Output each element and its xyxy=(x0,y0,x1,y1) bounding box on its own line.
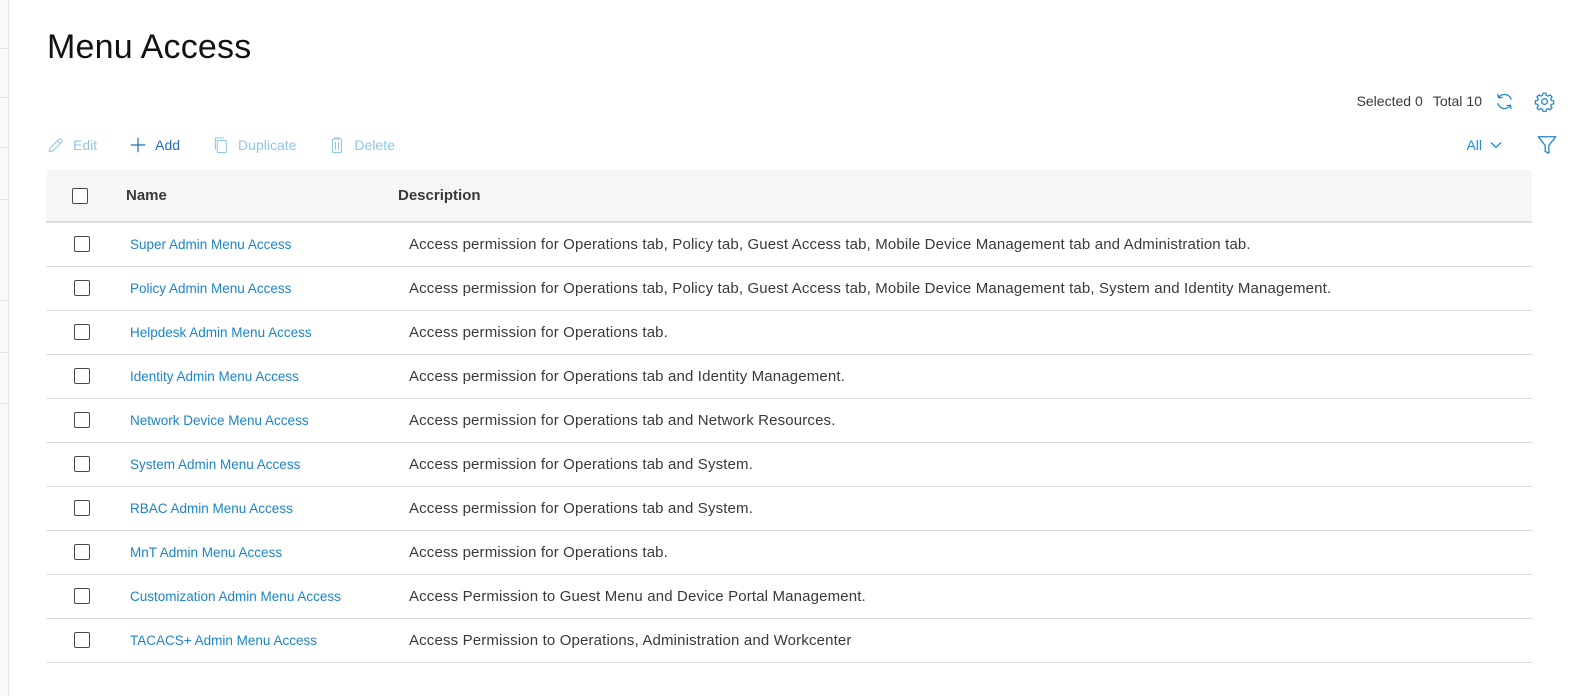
row-checkbox[interactable] xyxy=(74,368,90,384)
edit-label: Edit xyxy=(73,137,98,153)
row-checkbox[interactable] xyxy=(74,280,90,296)
row-checkbox[interactable] xyxy=(74,632,90,648)
total-label: Total xyxy=(1432,93,1463,109)
row-checkbox[interactable] xyxy=(74,456,90,472)
selected-label: Selected xyxy=(1356,93,1412,109)
add-label: Add xyxy=(155,137,181,153)
row-name-link[interactable]: System Admin Menu Access xyxy=(130,456,301,472)
selection-summary xyxy=(1357,89,1556,113)
row-name-link[interactable]: TACACS+ Admin Menu Access xyxy=(130,632,317,648)
row-name-link[interactable]: Customization Admin Menu Access xyxy=(130,588,341,604)
row-description: Access permission for Operations tab. xyxy=(409,323,668,341)
row-name-link[interactable]: RBAC Admin Menu Access xyxy=(130,500,293,516)
row-checkbox[interactable] xyxy=(74,412,90,428)
table-row xyxy=(46,266,1532,310)
row-description: Access permission for Operations tab, Policy tab, Guest Access tab, Mobile Device Management tab and Administration tab. xyxy=(409,235,1251,253)
edit-button[interactable] xyxy=(47,136,97,154)
row-description: Access permission for Operations tab. xyxy=(409,543,668,561)
table-row xyxy=(46,222,1532,266)
total-count: 10 xyxy=(1466,93,1482,109)
action-toolbar xyxy=(47,133,1558,157)
add-button[interactable] xyxy=(129,136,180,154)
row-checkbox[interactable] xyxy=(74,544,90,560)
table-row xyxy=(46,310,1532,354)
filter-icon[interactable] xyxy=(1536,134,1558,156)
table-row xyxy=(46,530,1532,574)
row-checkbox[interactable] xyxy=(74,324,90,340)
pencil-icon xyxy=(47,136,65,154)
delete-button[interactable] xyxy=(328,136,394,154)
table-row xyxy=(46,618,1532,662)
table-row xyxy=(46,486,1532,530)
table-row xyxy=(46,354,1532,398)
page-title: Menu Access xyxy=(47,28,252,66)
copy-icon xyxy=(212,136,230,154)
refresh-icon[interactable] xyxy=(1492,89,1516,113)
name-column-header[interactable]: Name xyxy=(126,187,167,204)
row-description: Access Permission to Guest Menu and Device Portal Management. xyxy=(409,587,866,605)
duplicate-label: Duplicate xyxy=(238,137,297,153)
row-checkbox[interactable] xyxy=(74,588,90,604)
row-name-link[interactable]: Identity Admin Menu Access xyxy=(130,368,299,384)
left-rail xyxy=(0,0,9,696)
gear-icon[interactable] xyxy=(1532,89,1556,113)
trash-icon xyxy=(328,136,346,154)
select-all-checkbox[interactable] xyxy=(72,188,88,204)
row-name-link[interactable]: Helpdesk Admin Menu Access xyxy=(130,324,312,340)
delete-label: Delete xyxy=(354,137,395,153)
table-header-row xyxy=(46,170,1532,222)
quick-filter-select[interactable] xyxy=(1466,137,1502,153)
row-name-link[interactable]: MnT Admin Menu Access xyxy=(130,544,283,560)
plus-icon xyxy=(129,136,147,154)
row-name-link[interactable]: Network Device Menu Access xyxy=(130,412,309,428)
selected-count: 0 xyxy=(1415,93,1423,109)
quick-filter-value: All xyxy=(1466,137,1482,153)
description-column-header[interactable]: Description xyxy=(398,187,481,204)
menu-access-table xyxy=(46,170,1532,663)
row-description: Access permission for Operations tab, Policy tab, Guest Access tab, Mobile Device Management tab, System and Identity Management. xyxy=(409,279,1332,297)
table-row xyxy=(46,398,1532,442)
row-name-link[interactable]: Policy Admin Menu Access xyxy=(130,280,292,296)
row-description: Access Permission to Operations, Administration and Workcenter xyxy=(409,631,852,649)
duplicate-button[interactable] xyxy=(212,136,296,154)
row-description: Access permission for Operations tab and System. xyxy=(409,499,754,517)
row-description: Access permission for Operations tab and Identity Management. xyxy=(409,367,846,385)
chevron-down-icon xyxy=(1490,139,1502,151)
row-name-link[interactable]: Super Admin Menu Access xyxy=(130,236,292,252)
table-row xyxy=(46,442,1532,486)
row-checkbox[interactable] xyxy=(74,236,90,252)
row-checkbox[interactable] xyxy=(74,500,90,516)
table-row xyxy=(46,574,1532,618)
row-description: Access permission for Operations tab and System. xyxy=(409,455,754,473)
row-description: Access permission for Operations tab and Network Resources. xyxy=(409,411,836,429)
